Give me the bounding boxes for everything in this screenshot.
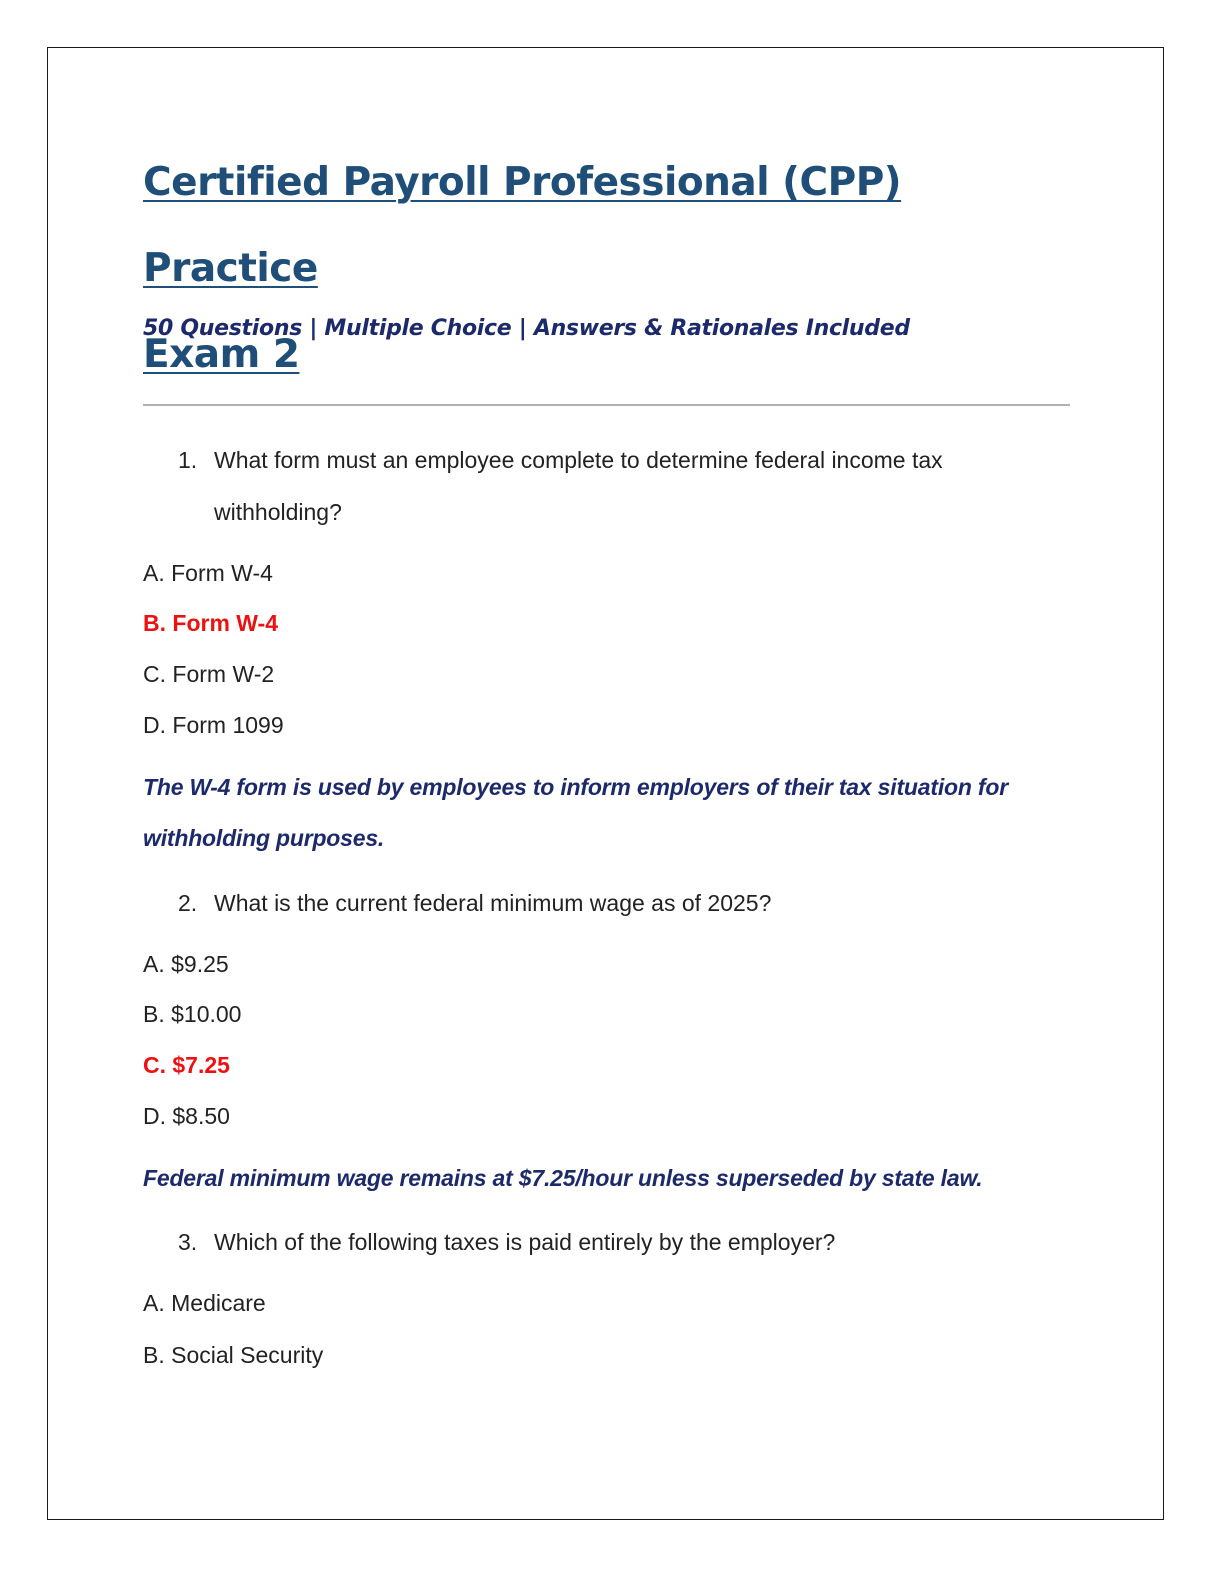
question-3 xyxy=(178,1216,1058,1268)
rationale-1 xyxy=(143,762,1078,864)
horizontal-divider xyxy=(143,404,1070,406)
rationale-text: Federal minimum wage remains at $7.25/hour unless superseded by state law. xyxy=(143,1165,983,1191)
rationale-text-continued: withholding purposes. xyxy=(143,825,385,851)
question-1 xyxy=(178,434,1058,538)
document-body xyxy=(143,140,1073,1368)
option-a: A. Form W-4 xyxy=(143,560,273,586)
option-b: B. Social Security xyxy=(143,1342,324,1368)
document-title-line-2: Exam 2 xyxy=(143,332,300,377)
option-d: D. Form 1099 xyxy=(143,712,284,738)
question-text: What is the current federal minimum wage as of 2025? xyxy=(214,890,772,916)
option-b: B. $10.00 xyxy=(143,1001,242,1027)
question-number: 2. xyxy=(178,890,198,916)
option-a: A. $9.25 xyxy=(143,951,229,977)
option-c-correct: C. $7.25 xyxy=(143,1052,230,1078)
option-a: A. Medicare xyxy=(143,1290,266,1316)
document-subtitle: 50 Questions | Multiple Choice | Answers & Rationales Included xyxy=(143,316,910,341)
question-number: 3. xyxy=(178,1229,198,1255)
option-c: C. Form W-2 xyxy=(143,661,275,687)
question-text-continued: withholding? xyxy=(214,499,342,525)
question-text: Which of the following taxes is paid entirely by the employer? xyxy=(214,1229,836,1255)
question-number: 1. xyxy=(178,447,198,473)
question-2 xyxy=(178,877,1058,929)
rationale-2 xyxy=(143,1153,1078,1204)
option-d: D. $8.50 xyxy=(143,1103,230,1129)
question-text: What form must an employee complete to determine federal income tax xyxy=(214,447,943,473)
rationale-text: The W-4 form is used by employees to inform employers of their tax situation for xyxy=(143,774,1008,800)
option-b-correct: B. Form W-4 xyxy=(143,610,278,636)
document-title-line-1: Certified Payroll Professional (CPP) Practice xyxy=(143,160,902,291)
